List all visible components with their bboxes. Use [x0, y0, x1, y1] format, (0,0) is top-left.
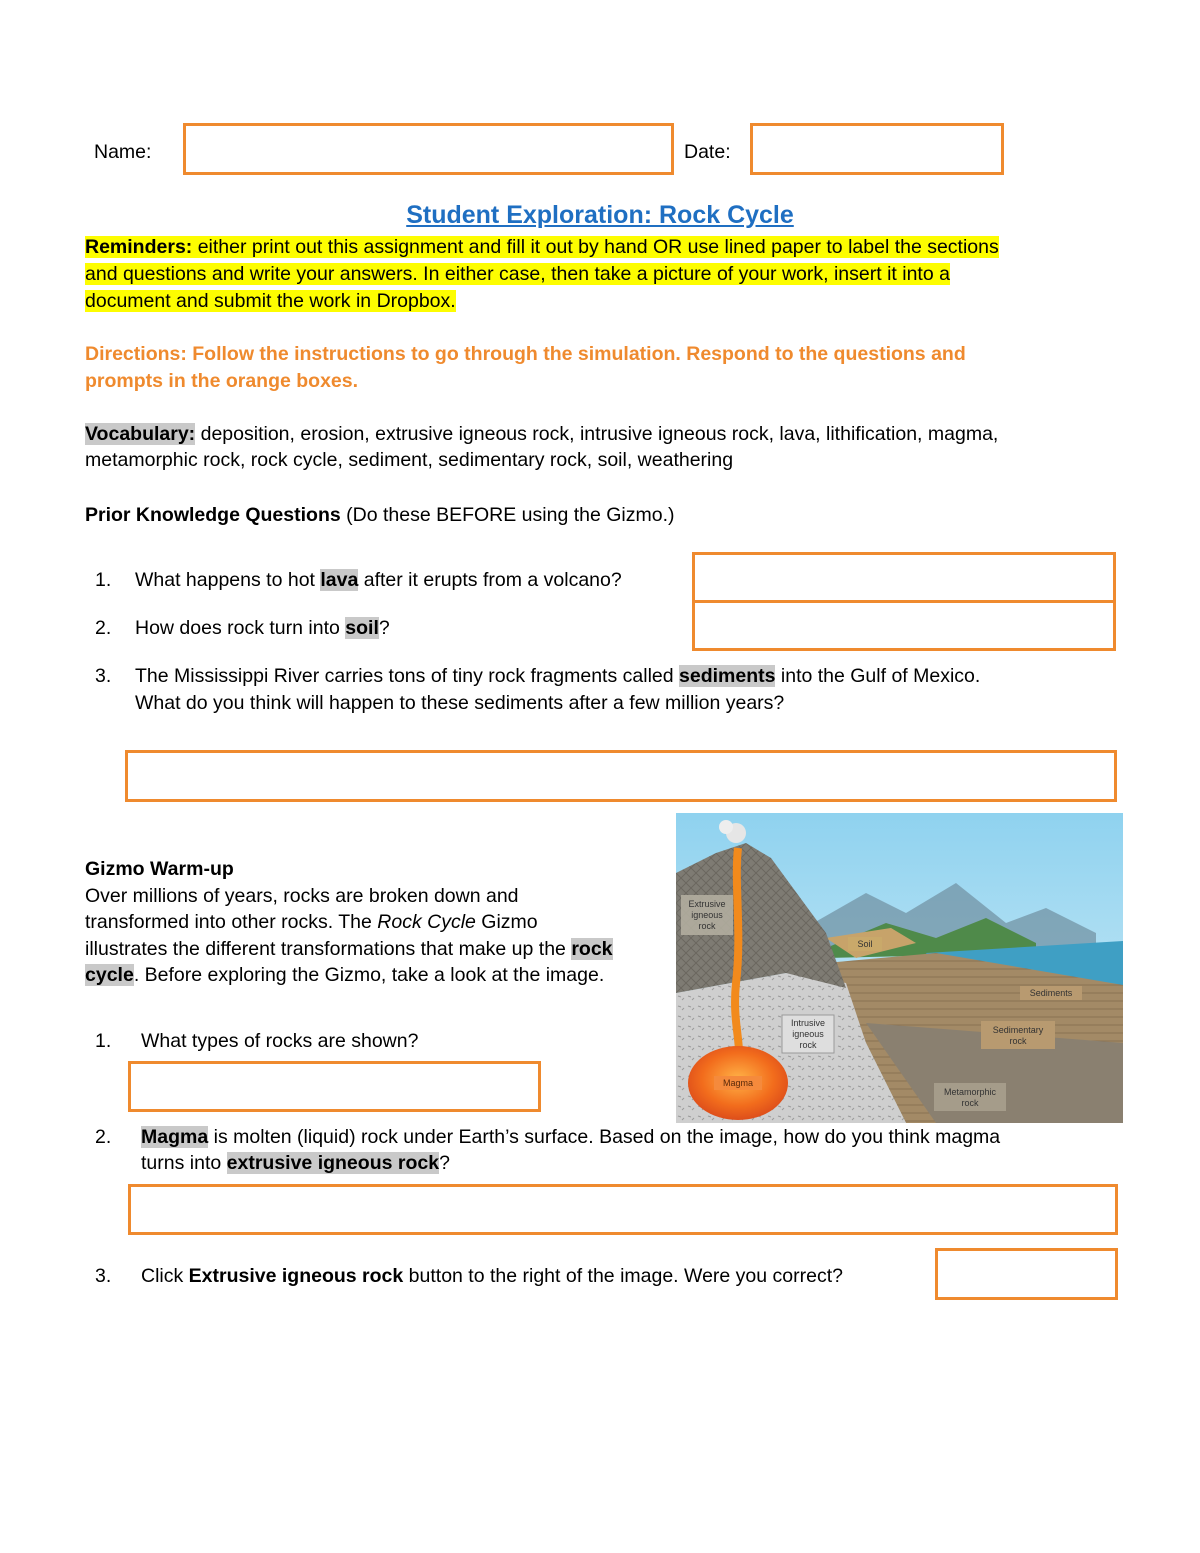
- term-lava: lava: [320, 569, 359, 591]
- warmup-q3-number: 3.: [95, 1265, 112, 1287]
- warmup-line-2: [85, 909, 538, 936]
- label-extrusive-igneous-rock: [681, 895, 733, 935]
- label-extrusive-2: igneous: [691, 910, 723, 920]
- label-extrusive-1: Extrusive: [688, 899, 726, 909]
- warmup-line-3-pre: illustrates the different transformations that make up the: [85, 938, 572, 960]
- reminders-line-1: [85, 234, 999, 261]
- label-sedimentary-2: rock: [1009, 1036, 1027, 1046]
- label-sediments: [1020, 986, 1082, 1000]
- label-intrusive-1: Intrusive: [790, 1018, 826, 1028]
- prior-q2-answer-box[interactable]: [692, 600, 1116, 651]
- warmup-line-1: Over millions of years, rocks are broken down and: [85, 885, 519, 907]
- lava-conduit: [735, 848, 739, 1063]
- prior-q3-answer-box[interactable]: [125, 750, 1117, 802]
- term-rock: rock: [571, 938, 613, 960]
- warmup-q2-text-2: [141, 1150, 450, 1177]
- warmup-q1-answer-box[interactable]: [128, 1061, 541, 1112]
- prior-q3-pre: The Mississippi River carries tons of tiny rock fragments called: [135, 665, 680, 687]
- label-magma: [714, 1076, 762, 1090]
- prior-q1-answer-box[interactable]: [692, 552, 1116, 603]
- warmup-q2-line2-post: ?: [439, 1152, 450, 1174]
- date-input-box[interactable]: [750, 123, 1004, 175]
- warmup-gizmo-name: Rock Cycle: [377, 911, 476, 933]
- vocabulary-text-1: deposition, erosion, extrusive igneous rock, intrusive igneous rock, lava, lithification, magma,: [195, 423, 999, 445]
- prior-q3-post: into the Gulf of Mexico.: [775, 665, 981, 687]
- warmup-line-4: [85, 962, 604, 989]
- prior-q2-text: [135, 615, 390, 642]
- warmup-line-2-post: Gizmo: [475, 911, 538, 933]
- rock-cycle-diagram: [676, 813, 1123, 1123]
- label-intrusive-2: igneous: [792, 1029, 824, 1039]
- smoke-puff: [719, 820, 733, 834]
- reminders-line-2: [85, 261, 950, 288]
- label-sediments-text: Sediments: [1029, 988, 1073, 998]
- label-magma-text: Magma: [722, 1078, 754, 1088]
- prior-q3-text-1: [135, 663, 980, 690]
- warmup-line-2-pre: transformed into other rocks. The: [85, 911, 378, 933]
- directions-line-2: prompts in the orange boxes.: [85, 370, 359, 392]
- prior-knowledge-heading: [85, 502, 675, 529]
- page-title: Student Exploration: Rock Cycle: [406, 201, 794, 229]
- label-metamorphic-1: Metamorphic: [943, 1087, 997, 1097]
- prior-q2-pre: How does rock turn into: [135, 617, 346, 639]
- label-extrusive-3: rock: [698, 921, 716, 931]
- label-metamorphic-rock: [934, 1083, 1006, 1111]
- label-soil-text: Soil: [857, 939, 873, 949]
- prior-q2-number: 2.: [95, 617, 112, 639]
- name-input-box[interactable]: [183, 123, 674, 175]
- term-soil: soil: [345, 617, 379, 639]
- prior-q1-pre: What happens to hot: [135, 569, 321, 591]
- prior-heading-text: Prior Knowledge Questions: [85, 504, 341, 526]
- warmup-q1-number: 1.: [95, 1030, 112, 1052]
- date-label: Date:: [684, 141, 731, 163]
- warmup-q2-line2-pre: turns into: [141, 1152, 227, 1174]
- term-cycle: cycle: [85, 964, 134, 986]
- warmup-q2-answer-box[interactable]: [128, 1184, 1118, 1235]
- warmup-q3-term: Extrusive igneous rock: [188, 1265, 404, 1287]
- warmup-q2-number: 2.: [95, 1126, 112, 1148]
- term-magma: Magma: [141, 1126, 209, 1148]
- term-extrusive-igneous-rock: extrusive igneous rock: [226, 1152, 440, 1174]
- warmup-q2-text-1: [141, 1124, 1000, 1151]
- label-intrusive-3: rock: [799, 1040, 817, 1050]
- label-sedimentary-rock: [981, 1021, 1055, 1049]
- prior-q3-number: 3.: [95, 665, 112, 687]
- directions-line-1: Directions: Follow the instructions to go through the simulation. Respond to the questions and: [85, 343, 966, 365]
- warmup-line-3: [85, 936, 613, 963]
- prior-q2-post: ?: [378, 617, 390, 639]
- warmup-q2-pre: is molten (liquid) rock under Earth’s surface. Based on the image, how do you think magma: [208, 1126, 1001, 1148]
- warmup-q3-text: [141, 1263, 843, 1290]
- warmup-q3-post: button to the right of the image. Were you correct?: [403, 1265, 843, 1287]
- term-sediments: sediments: [679, 665, 776, 687]
- warmup-line-4-post: . Before exploring the Gizmo, take a look at the image.: [133, 964, 605, 986]
- prior-q1-text: [135, 567, 622, 594]
- vocabulary-line-2: metamorphic rock, rock cycle, sediment, sedimentary rock, soil, weathering: [85, 449, 734, 471]
- warmup-heading: Gizmo Warm-up: [85, 858, 234, 880]
- vocabulary-label: Vocabulary:: [85, 423, 196, 445]
- label-sedimentary-1: Sedimentary: [992, 1025, 1044, 1035]
- prior-q1-number: 1.: [95, 569, 112, 591]
- reminders-text-1: either print out this assignment and fill it out by hand OR use lined paper to label the sections: [192, 236, 999, 258]
- prior-q1-post: after it erupts from a volcano?: [358, 569, 622, 591]
- reminders-label: Reminders:: [85, 236, 193, 258]
- prior-note: (Do these BEFORE using the Gizmo.): [340, 504, 675, 526]
- name-label: Name:: [94, 141, 152, 163]
- label-soil: [848, 937, 882, 951]
- vocabulary-line-1: [85, 421, 998, 448]
- warmup-q1-text: What types of rocks are shown?: [141, 1030, 419, 1052]
- prior-q3-text-2: What do you think will happen to these sediments after a few million years?: [135, 692, 785, 714]
- reminders-text-2: and questions and write your answers. In either case, then take a picture of your work, insert it into a: [85, 263, 950, 285]
- warmup-q3-pre: Click: [141, 1265, 189, 1287]
- reminders-text-3: document and submit the work in Dropbox.: [85, 290, 456, 312]
- warmup-q3-answer-box[interactable]: [935, 1248, 1118, 1300]
- label-intrusive-igneous-rock: [782, 1015, 834, 1053]
- label-metamorphic-2: rock: [961, 1098, 979, 1108]
- reminders-line-3: [85, 288, 456, 315]
